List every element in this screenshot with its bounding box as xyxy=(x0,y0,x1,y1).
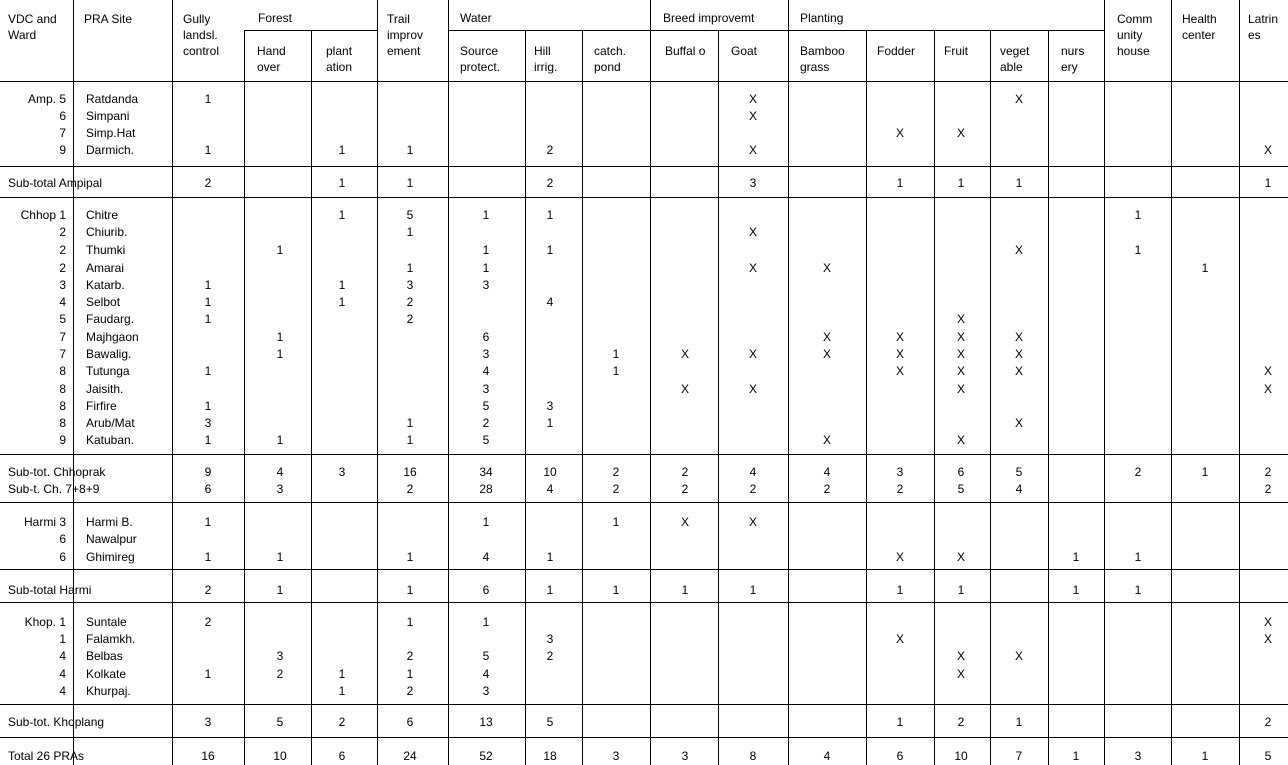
value-cell: 3 xyxy=(612,749,620,763)
value-cell: 1 xyxy=(1072,550,1080,564)
value-cell: 5 xyxy=(406,208,414,222)
value-cell: 4 xyxy=(546,295,554,309)
vdc-ward-cell: 1 xyxy=(59,632,66,646)
pra-site-cell: Chitre xyxy=(86,208,119,222)
vdc-ward-cell: 8 xyxy=(59,416,66,430)
value-cell: 2 xyxy=(204,176,212,190)
value-cell: 3 xyxy=(896,465,904,479)
value-cell: 3 xyxy=(204,715,212,729)
value-cell: 3 xyxy=(338,465,346,479)
value-cell: 1 xyxy=(204,515,212,529)
value-cell: 52 xyxy=(479,749,493,763)
value-cell: 1 xyxy=(406,550,414,564)
header-fodder: Fodder xyxy=(877,44,916,58)
value-cell: 1 xyxy=(406,615,414,629)
value-cell: 4 xyxy=(546,482,554,496)
subtotal-label: Sub-total Harmi xyxy=(8,583,92,597)
value-cell: 6 xyxy=(482,330,490,344)
value-cell: 1 xyxy=(957,583,965,597)
vdc-ward-cell: Khop. 1 xyxy=(24,615,66,629)
vdc-ward-cell: 9 xyxy=(59,143,66,157)
vdc-ward-cell: 7 xyxy=(59,330,66,344)
value-cell: X xyxy=(680,382,689,396)
value-cell: 3 xyxy=(749,176,757,190)
value-cell: 2 xyxy=(406,312,414,326)
vdc-ward-cell: 7 xyxy=(59,126,66,140)
pra-site-cell: Suntale xyxy=(86,615,127,629)
value-cell: 4 xyxy=(1015,482,1023,496)
value-cell: X xyxy=(956,667,965,681)
value-cell: 7 xyxy=(1015,749,1023,763)
value-cell: X xyxy=(895,126,904,140)
value-cell: X xyxy=(822,347,831,361)
value-cell: 2 xyxy=(681,482,689,496)
pra-site-cell: Amarai xyxy=(86,261,125,275)
value-cell: 4 xyxy=(823,465,831,479)
value-cell: 2 xyxy=(823,482,831,496)
value-cell: X xyxy=(680,515,689,529)
value-cell: 2 xyxy=(612,482,620,496)
vdc-ward-cell: Chhop 1 xyxy=(20,208,66,222)
value-cell: X xyxy=(748,225,757,239)
value-cell: 2 xyxy=(204,583,212,597)
subtotal-label: Sub-tot. Khoplang xyxy=(8,715,105,729)
value-cell: 2 xyxy=(546,176,554,190)
value-cell: 1 xyxy=(276,330,284,344)
value-cell: 3 xyxy=(276,649,284,663)
value-cell: X xyxy=(895,632,904,646)
value-cell: 6 xyxy=(957,465,965,479)
vdc-ward-cell: 4 xyxy=(59,667,66,681)
value-cell: 1 xyxy=(749,583,757,597)
value-cell: X xyxy=(1263,632,1272,646)
value-cell: X xyxy=(822,261,831,275)
value-cell: X xyxy=(895,550,904,564)
value-cell: 1 xyxy=(406,667,414,681)
value-cell: X xyxy=(748,382,757,396)
value-cell: 2 xyxy=(681,465,689,479)
value-cell: 4 xyxy=(749,465,757,479)
header-gully: Gully landsl. control xyxy=(183,12,220,58)
vdc-ward-cell: 4 xyxy=(59,295,66,309)
value-cell: 1 xyxy=(612,583,620,597)
value-cell: 1 xyxy=(482,208,490,222)
vdc-ward-cell: 2 xyxy=(59,225,66,239)
value-cell: 5 xyxy=(546,715,554,729)
header-fruit: Fruit xyxy=(944,44,968,58)
value-cell: 1 xyxy=(957,176,965,190)
value-cell: 1 xyxy=(1201,465,1209,479)
vdc-ward-cell: 7 xyxy=(59,347,66,361)
pra-site-cell: Darmich. xyxy=(86,143,135,157)
value-cell: 1 xyxy=(896,715,904,729)
pra-site-cell: Tutunga xyxy=(86,364,130,378)
vdc-ward-cell: 3 xyxy=(59,278,66,292)
value-cell: 1 xyxy=(482,261,490,275)
pra-site-cell: Harmi B. xyxy=(86,515,133,529)
value-cell: 1 xyxy=(338,208,346,222)
value-cell: 24 xyxy=(403,749,417,763)
value-cell: X xyxy=(748,261,757,275)
value-cell: 1 xyxy=(546,416,554,430)
pra-site-cell: Jaisith. xyxy=(86,382,124,396)
value-cell: 1 xyxy=(276,550,284,564)
header-vdc-ward: VDC and Ward xyxy=(8,12,57,42)
header-bamboo: Bamboo grass xyxy=(800,44,845,74)
vdc-ward-cell: 9 xyxy=(59,433,66,447)
value-cell: 2 xyxy=(406,482,414,496)
value-cell: 2 xyxy=(338,715,346,729)
value-cell: X xyxy=(1014,416,1023,430)
value-cell: 4 xyxy=(482,364,490,378)
value-cell: X xyxy=(956,126,965,140)
value-cell: 1 xyxy=(276,243,284,257)
value-cell: 3 xyxy=(681,749,689,763)
value-cell: 5 xyxy=(482,649,490,663)
header-source: Source protect. xyxy=(460,44,501,74)
value-cell: X xyxy=(822,433,831,447)
value-cell: 5 xyxy=(1015,465,1023,479)
header-breed: Breed improvemt xyxy=(663,11,755,25)
header-plantation: plant ation xyxy=(326,44,353,74)
value-cell: 2 xyxy=(546,143,554,157)
value-cell: X xyxy=(1263,615,1272,629)
subtotal-label: Total 26 PRAs xyxy=(8,749,85,763)
value-cell: 3 xyxy=(1134,749,1142,763)
pra-site-cell: Belbas xyxy=(86,649,123,663)
pra-site-cell: Ratdanda xyxy=(86,92,139,106)
vdc-ward-cell: 2 xyxy=(59,261,66,275)
value-cell: X xyxy=(748,515,757,529)
value-cell: X xyxy=(956,649,965,663)
header-trail: Trail improv ement xyxy=(387,12,424,58)
header-health: Health center xyxy=(1182,12,1217,42)
vdc-ward-cell: 6 xyxy=(59,532,66,546)
value-cell: 6 xyxy=(896,749,904,763)
value-cell: X xyxy=(1263,382,1272,396)
value-cell: X xyxy=(1014,92,1023,106)
value-cell: 1 xyxy=(612,364,620,378)
value-cell: 1 xyxy=(406,225,414,239)
header-vegetable: veget able xyxy=(1000,44,1030,74)
vdc-ward-cell: 4 xyxy=(59,649,66,663)
pra-site-cell: Chiurib. xyxy=(86,225,128,239)
value-cell: 10 xyxy=(273,749,287,763)
value-cell: X xyxy=(748,347,757,361)
header-latrines: Latrin es xyxy=(1248,12,1279,42)
header-hand-over: Hand over xyxy=(257,44,286,74)
value-cell: X xyxy=(956,433,965,447)
value-cell: 5 xyxy=(482,399,490,413)
value-cell: 2 xyxy=(1264,715,1272,729)
value-cell: 1 xyxy=(482,515,490,529)
pra-site-cell: Falamkh. xyxy=(86,632,136,646)
value-cell: 2 xyxy=(612,465,620,479)
value-cell: 1 xyxy=(1134,583,1142,597)
value-cell: 1 xyxy=(338,278,346,292)
value-cell: 1 xyxy=(1134,243,1142,257)
value-cell: 3 xyxy=(546,632,554,646)
value-cell: 2 xyxy=(406,684,414,698)
value-cell: 2 xyxy=(896,482,904,496)
value-cell: X xyxy=(1014,330,1023,344)
header-planting: Planting xyxy=(800,11,844,25)
value-cell: X xyxy=(748,92,757,106)
value-cell: 6 xyxy=(204,482,212,496)
value-cell: 1 xyxy=(204,92,212,106)
pra-site-cell: Arub/Mat xyxy=(86,416,135,430)
pra-site-cell: Katuban. xyxy=(86,433,135,447)
value-cell: 2 xyxy=(1134,465,1142,479)
pra-site-cell: Selbot xyxy=(86,295,121,309)
value-cell: 1 xyxy=(204,433,212,447)
value-cell: 2 xyxy=(204,615,212,629)
value-cell: 8 xyxy=(749,749,757,763)
value-cell: 1 xyxy=(406,176,414,190)
header-hill-irrig: Hill irrig. xyxy=(534,44,558,74)
value-cell: 1 xyxy=(1264,176,1272,190)
value-cell: 3 xyxy=(546,399,554,413)
header-catch-pond: catch. pond xyxy=(594,44,627,74)
value-cell: 1 xyxy=(1015,176,1023,190)
header-water: Water xyxy=(460,11,492,25)
value-cell: 18 xyxy=(543,749,557,763)
value-cell: 1 xyxy=(204,667,212,681)
header-community: Comm unity house xyxy=(1117,12,1153,58)
value-cell: X xyxy=(1014,649,1023,663)
value-cell: 3 xyxy=(482,278,490,292)
value-cell: 3 xyxy=(276,482,284,496)
value-cell: 1 xyxy=(204,312,212,326)
value-cell: 1 xyxy=(546,550,554,564)
value-cell: 1 xyxy=(204,295,212,309)
value-cell: 2 xyxy=(1264,482,1272,496)
value-cell: X xyxy=(895,347,904,361)
value-cell: 5 xyxy=(276,715,284,729)
vdc-ward-cell: 2 xyxy=(59,243,66,257)
value-cell: 10 xyxy=(543,465,557,479)
subtotal-label: Sub-tot. Chhoprak xyxy=(8,465,106,479)
value-cell: X xyxy=(956,364,965,378)
value-cell: 1 xyxy=(276,347,284,361)
vdc-ward-cell: 8 xyxy=(59,399,66,413)
pra-site-cell: Simpani xyxy=(86,109,130,123)
value-cell: 13 xyxy=(479,715,493,729)
value-cell: X xyxy=(1263,143,1272,157)
value-cell: 1 xyxy=(546,208,554,222)
header-goat: Goat xyxy=(731,44,758,58)
value-cell: 5 xyxy=(482,433,490,447)
value-cell: 5 xyxy=(957,482,965,496)
header-pra-site: PRA Site xyxy=(84,12,133,26)
value-cell: 9 xyxy=(204,465,212,479)
value-cell: 1 xyxy=(546,243,554,257)
pra-site-cell: Faudarg. xyxy=(86,312,135,326)
value-cell: 1 xyxy=(406,416,414,430)
value-cell: X xyxy=(956,347,965,361)
value-cell: 1 xyxy=(482,243,490,257)
value-cell: 1 xyxy=(204,399,212,413)
value-cell: 16 xyxy=(403,465,417,479)
value-cell: 1 xyxy=(681,583,689,597)
value-cell: 5 xyxy=(1264,749,1272,763)
value-cell: 3 xyxy=(482,347,490,361)
value-cell: 1 xyxy=(338,176,346,190)
value-cell: 1 xyxy=(482,615,490,629)
header-forest: Forest xyxy=(258,11,293,25)
value-cell: 3 xyxy=(482,684,490,698)
value-cell: 6 xyxy=(482,583,490,597)
value-cell: 1 xyxy=(896,583,904,597)
value-cell: X xyxy=(895,364,904,378)
header-buffalo: Buffal o xyxy=(665,44,706,58)
value-cell: 1 xyxy=(276,583,284,597)
pra-site-cell: Khurpaj. xyxy=(86,684,131,698)
value-cell: 6 xyxy=(406,715,414,729)
value-cell: 1 xyxy=(338,143,346,157)
value-cell: X xyxy=(1014,347,1023,361)
value-cell: 3 xyxy=(482,382,490,396)
value-cell: 34 xyxy=(479,465,493,479)
value-cell: X xyxy=(956,312,965,326)
pra-site-cell: Thumki xyxy=(86,243,126,257)
value-cell: 1 xyxy=(406,433,414,447)
value-cell: 1 xyxy=(406,261,414,275)
pra-site-cell: Katarb. xyxy=(86,278,125,292)
vdc-ward-cell: 6 xyxy=(59,109,66,123)
value-cell: 1 xyxy=(406,143,414,157)
value-cell: 1 xyxy=(1134,550,1142,564)
vdc-ward-cell: 8 xyxy=(59,382,66,396)
value-cell: 1 xyxy=(204,550,212,564)
value-cell: 28 xyxy=(479,482,493,496)
value-cell: 1 xyxy=(338,684,346,698)
value-cell: 2 xyxy=(482,416,490,430)
pra-site-cell: Simp.Hat xyxy=(86,126,136,140)
value-cell: X xyxy=(895,330,904,344)
pra-site-cell: Firfire xyxy=(86,399,117,413)
value-cell: X xyxy=(956,382,965,396)
value-cell: X xyxy=(956,330,965,344)
value-cell: 4 xyxy=(482,550,490,564)
value-cell: 6 xyxy=(338,749,346,763)
pra-site-cell: Nawalpur xyxy=(86,532,137,546)
header-nursery: nurs ery xyxy=(1061,44,1085,74)
pra-site-cell: Bawalig. xyxy=(86,347,132,361)
value-cell: 1 xyxy=(204,143,212,157)
value-cell: X xyxy=(748,109,757,123)
value-cell: 3 xyxy=(406,278,414,292)
value-cell: 1 xyxy=(1201,749,1209,763)
vdc-ward-cell: Amp. 5 xyxy=(27,92,66,106)
value-cell: 1 xyxy=(1015,715,1023,729)
value-cell: 1 xyxy=(338,295,346,309)
value-cell: X xyxy=(1263,364,1272,378)
value-cell: 1 xyxy=(204,364,212,378)
vdc-ward-cell: 4 xyxy=(59,684,66,698)
pra-site-cell: Majhgaon xyxy=(86,330,139,344)
value-cell: 2 xyxy=(406,649,414,663)
value-cell: 1 xyxy=(1072,749,1080,763)
value-cell: 1 xyxy=(406,583,414,597)
value-cell: 16 xyxy=(201,749,215,763)
value-cell: 4 xyxy=(276,465,284,479)
value-cell: 2 xyxy=(546,649,554,663)
value-cell: X xyxy=(956,550,965,564)
pra-site-cell: Kolkate xyxy=(86,667,127,681)
value-cell: X xyxy=(822,330,831,344)
value-cell: 2 xyxy=(1264,465,1272,479)
pra-site-cell: Ghimireg xyxy=(86,550,135,564)
value-cell: 2 xyxy=(406,295,414,309)
value-cell: 1 xyxy=(546,583,554,597)
value-cell: 1 xyxy=(204,278,212,292)
value-cell: X xyxy=(1014,364,1023,378)
value-cell: 1 xyxy=(612,347,620,361)
value-cell: X xyxy=(748,143,757,157)
value-cell: 1 xyxy=(276,433,284,447)
value-cell: 1 xyxy=(612,515,620,529)
value-cell: 2 xyxy=(749,482,757,496)
value-cell: 10 xyxy=(954,749,968,763)
value-cell: 2 xyxy=(957,715,965,729)
subtotal-label: Sub-total Ampipal xyxy=(8,176,103,190)
vdc-ward-cell: 5 xyxy=(59,312,66,326)
value-cell: 1 xyxy=(1134,208,1142,222)
value-cell: 1 xyxy=(338,667,346,681)
value-cell: 4 xyxy=(823,749,831,763)
value-cell: 1 xyxy=(896,176,904,190)
value-cell: 4 xyxy=(482,667,490,681)
vdc-ward-cell: 6 xyxy=(59,550,66,564)
value-cell: X xyxy=(680,347,689,361)
value-cell: 1 xyxy=(1072,583,1080,597)
vdc-ward-cell: 8 xyxy=(59,364,66,378)
value-cell: 2 xyxy=(276,667,284,681)
value-cell: 1 xyxy=(1201,261,1209,275)
value-cell: X xyxy=(1014,243,1023,257)
vdc-ward-cell: Harmi 3 xyxy=(23,515,66,529)
value-cell: 3 xyxy=(204,416,212,430)
subtotal-label: Sub-t. Ch. 7+8+9 xyxy=(8,482,100,496)
